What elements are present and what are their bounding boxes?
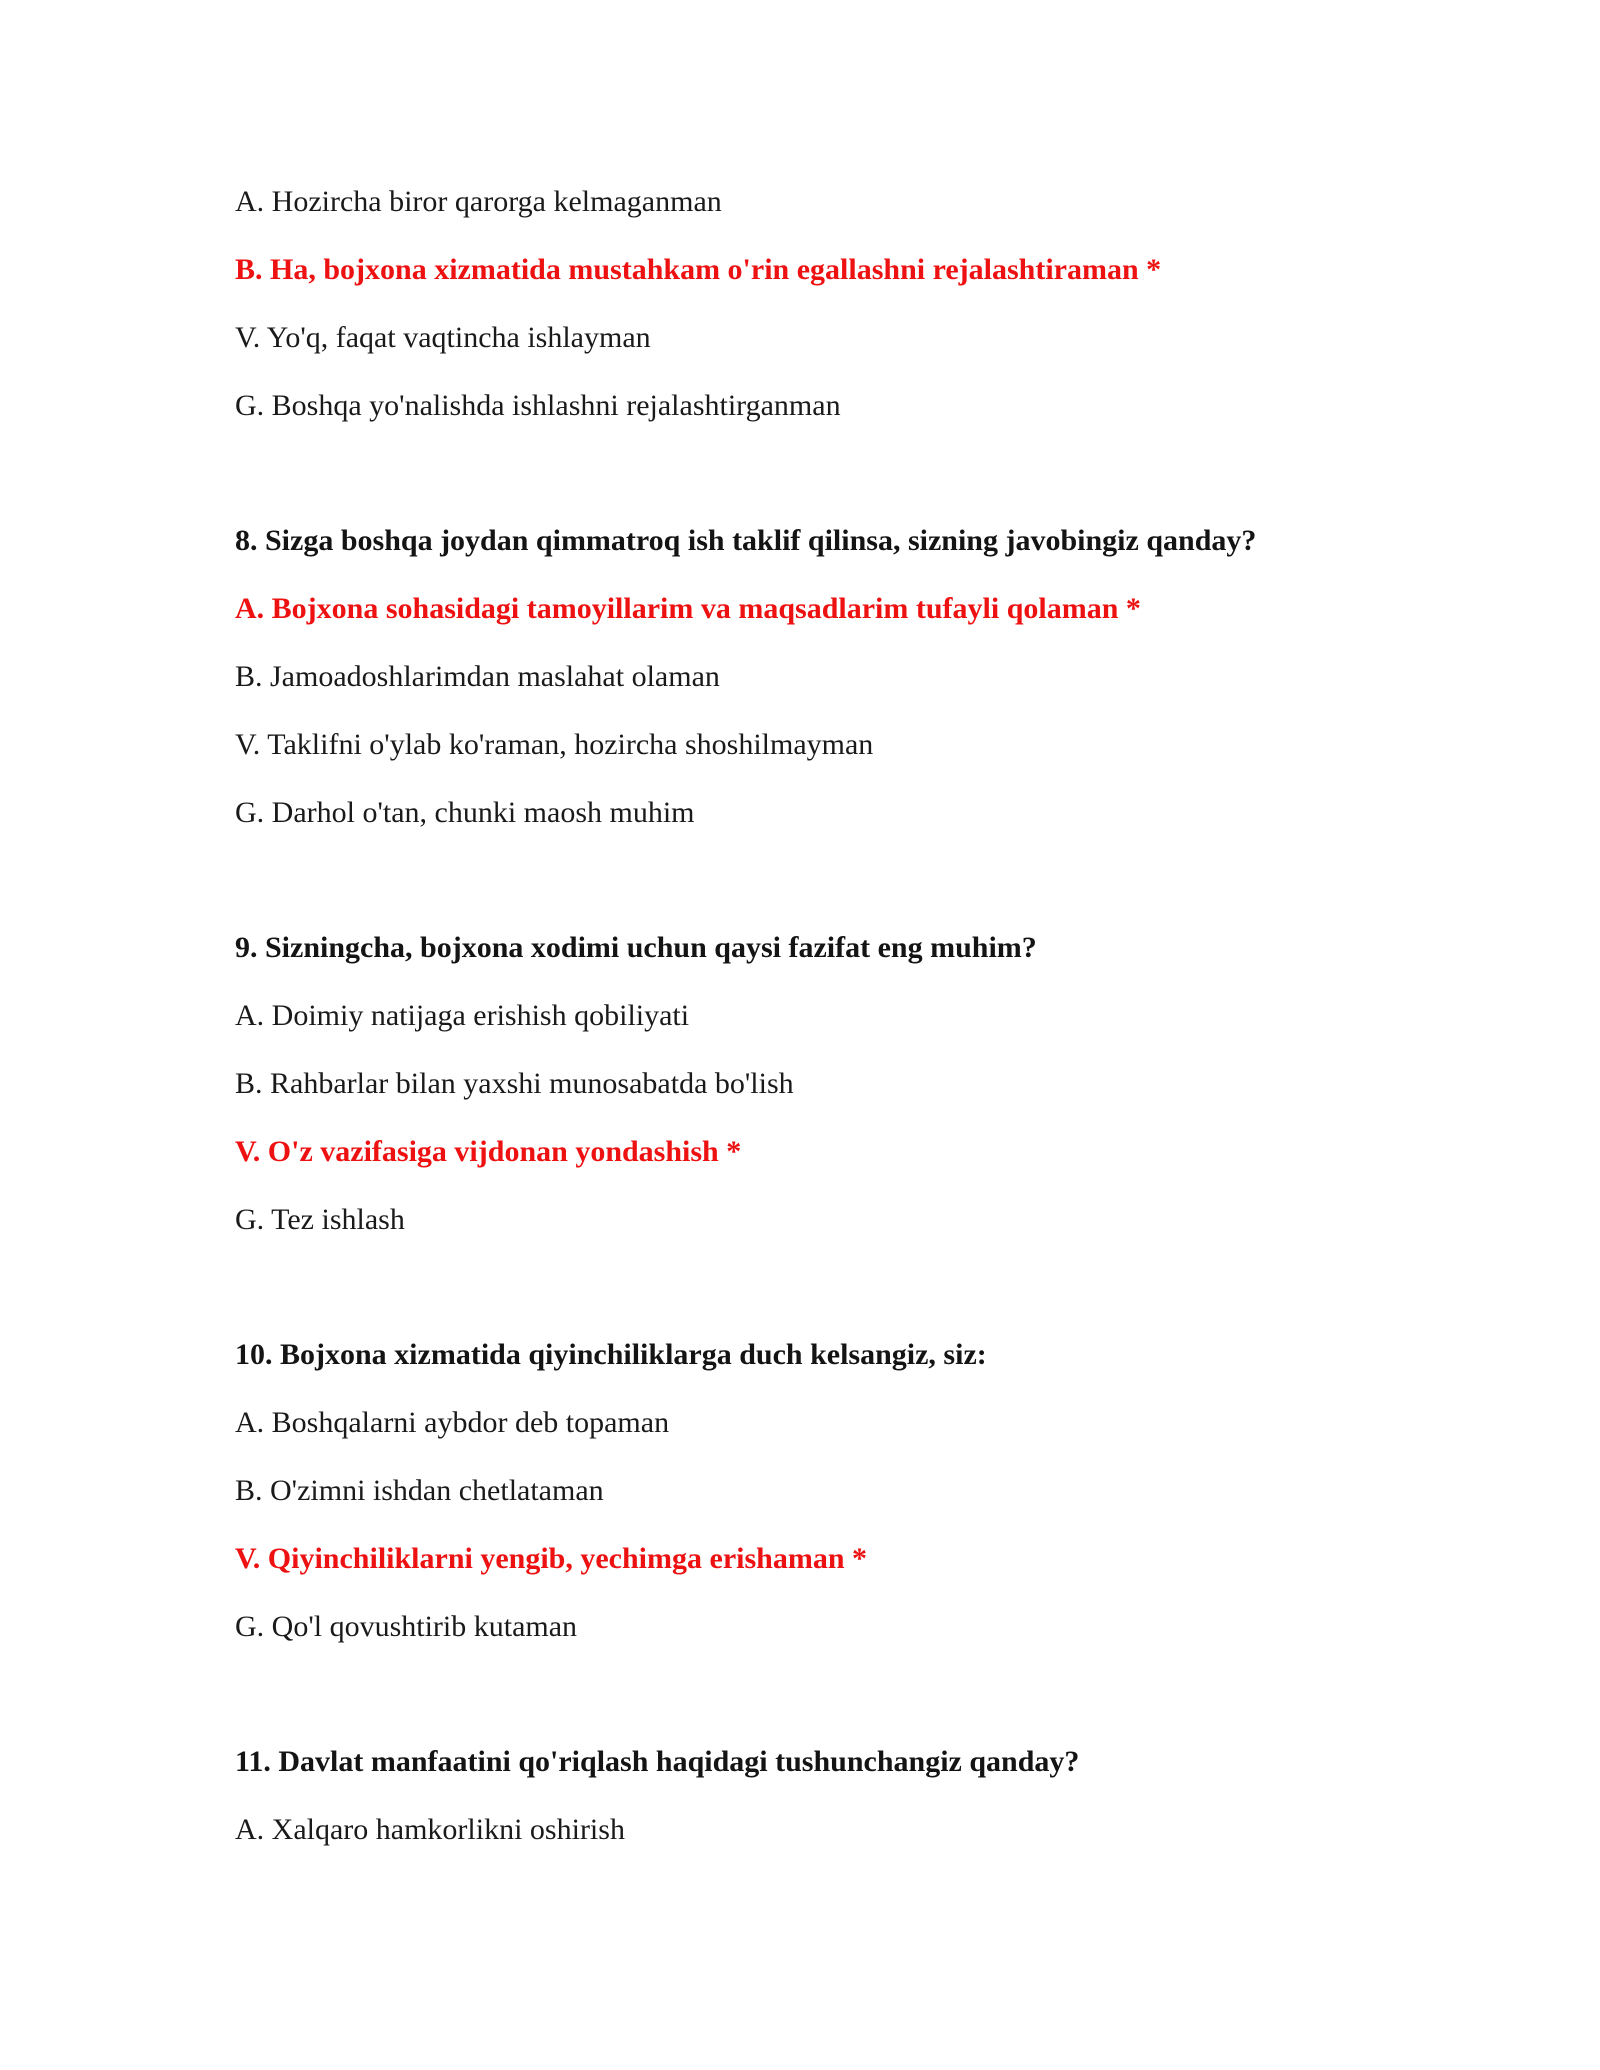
correct-answer-option: V. O'z vazifasiga vijdonan yondashish * bbox=[235, 1135, 742, 1168]
answer-option: B. Jamoadoshlarimdan maslahat olaman bbox=[235, 660, 720, 693]
answer-option: G. Boshqa yo'nalishda ishlashni rejalashtirganman bbox=[235, 389, 841, 422]
answer-option: A. Xalqaro hamkorlikni oshirish bbox=[235, 1813, 625, 1846]
question-text: 9. Sizningcha, bojxona xodimi uchun qaysi fazifat eng muhim? bbox=[235, 931, 1037, 964]
continued-options bbox=[235, 184, 1435, 424]
answer-option: V. Yo'q, faqat vaqtincha ishlayman bbox=[235, 321, 651, 354]
correct-answer-option: B. Ha, bojxona xizmatida mustahkam o'rin egallashni rejalashtiraman * bbox=[235, 253, 1162, 286]
answer-option: G. Darhol o'tan, chunki maosh muhim bbox=[235, 796, 695, 829]
answer-option: G. Tez ishlash bbox=[235, 1203, 405, 1236]
question-text: 8. Sizga boshqa joydan qimmatroq ish taklif qilinsa, sizning javobingiz qanday? bbox=[235, 524, 1257, 557]
answer-option: B. Rahbarlar bilan yaxshi munosabatda bo'lish bbox=[235, 1067, 794, 1100]
spacer bbox=[235, 863, 1435, 930]
spacer bbox=[235, 1677, 1435, 1744]
correct-answer-option: A. Bojxona sohasidagi tamoyillarim va maqsadlarim tufayli qolaman * bbox=[235, 592, 1141, 625]
answer-option: B. O'zimni ishdan chetlataman bbox=[235, 1474, 604, 1507]
question-block bbox=[235, 1744, 1435, 1848]
question-block bbox=[235, 1337, 1435, 1645]
question-text: 11. Davlat manfaatini qo'riqlash haqidagi tushunchangiz qanday? bbox=[235, 1745, 1080, 1778]
answer-option: V. Taklifni o'ylab ko'raman, hozircha shoshilmayman bbox=[235, 728, 874, 761]
answer-option: A. Boshqalarni aybdor deb topaman bbox=[235, 1406, 670, 1439]
spacer bbox=[235, 1270, 1435, 1337]
quiz-content bbox=[235, 184, 1435, 1848]
question-block bbox=[235, 523, 1435, 831]
question-block bbox=[235, 930, 1435, 1238]
answer-option: A. Hozircha biror qarorga kelmaganman bbox=[235, 185, 722, 218]
spacer bbox=[235, 456, 1435, 523]
answer-option: A. Doimiy natijaga erishish qobiliyati bbox=[235, 999, 690, 1032]
correct-answer-option: V. Qiyinchiliklarni yengib, yechimga erishaman * bbox=[235, 1542, 868, 1575]
question-text: 10. Bojxona xizmatida qiyinchiliklarga duch kelsangiz, siz: bbox=[235, 1338, 987, 1371]
answer-option: G. Qo'l qovushtirib kutaman bbox=[235, 1610, 578, 1643]
